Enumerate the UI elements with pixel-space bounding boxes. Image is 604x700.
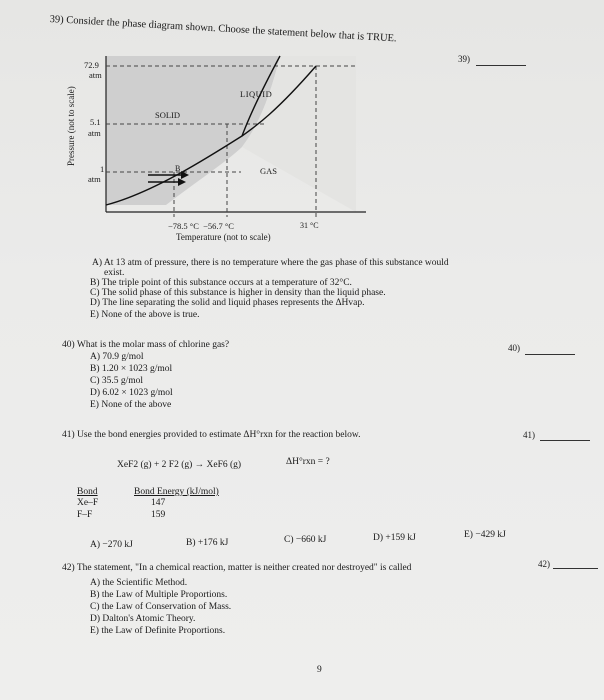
q42-choice-c: C) the Law of Conservation of Mass. <box>90 602 232 612</box>
bond-energy-header: Bond Energy (kJ/mol) <box>134 487 219 497</box>
p-low-value: 1 <box>100 164 105 174</box>
q41-reaction: XeF2 (g) + 2 F2 (g) → XeF6 (g) <box>117 460 242 470</box>
liquid-region-label: LIQUID <box>240 89 273 99</box>
p-mid-value: 5.1 <box>90 117 101 127</box>
q39-choice-b: B) The triple point of this substance occurs at a temperature of 32°C. <box>90 278 352 288</box>
temperature-labels: −78.5 °C −56.7 °C <box>168 221 234 231</box>
q42-answer-blank[interactable] <box>553 568 598 569</box>
p-low-unit: atm <box>88 174 101 184</box>
q39-answer-number: 39) <box>458 54 470 64</box>
q41-choice-d: D) +159 kJ <box>373 533 416 543</box>
point-b-label: B <box>175 164 181 173</box>
q42-answer-number: 42) <box>538 559 550 569</box>
q39-answer-blank[interactable] <box>476 65 526 66</box>
p-top-value: 72.9 <box>84 60 99 70</box>
q41-choice-a: A) −270 kJ <box>90 540 133 550</box>
q40-choice-d: D) 6.02 × 1023 g/mol <box>90 388 173 398</box>
bond-row-2-energy: 159 <box>151 510 166 520</box>
bond-row-1-bond: Xe–F <box>77 498 99 508</box>
q40-answer-number: 40) <box>508 343 520 353</box>
q41-choice-e: E) −429 kJ <box>464 530 506 540</box>
p-top-unit: atm <box>89 70 102 80</box>
q41-question: 41) Use the bond energies provided to estimate ΔH°rxn for the reaction below. <box>62 430 361 440</box>
y-axis-label: Pressure (not to scale) <box>66 86 76 166</box>
gas-region-label: GAS <box>260 166 278 176</box>
q39-choice-d: D) The line separating the solid and liquid phases represents the ΔHvap. <box>90 298 365 308</box>
q42-choice-e: E) the Law of Definite Proportions. <box>90 626 226 636</box>
q39-choice-a-cont: exist. <box>104 268 125 278</box>
q41-answer-number: 41) <box>523 430 535 440</box>
q41-choice-b: B) +176 kJ <box>186 538 229 548</box>
page-number: 9 <box>317 665 322 675</box>
q42-question: 42) The statement, "In a chemical reaction, matter is neither created nor destroyed" is called <box>62 563 412 573</box>
critical-temperature-label: 31 °C <box>300 221 319 230</box>
bond-row-2-bond: F–F <box>77 510 93 520</box>
q39-choice-e: E) None of the above is true. <box>90 310 200 320</box>
q42-choice-d: D) Dalton's Atomic Theory. <box>90 614 196 624</box>
q40-choice-b: B) 1.20 × 1023 g/mol <box>90 364 173 374</box>
q40-answer-blank[interactable] <box>525 354 575 355</box>
q39-choice-c: C) The solid phase of this substance is higher in density than the liquid phase. <box>90 288 386 298</box>
q40-choice-c: C) 35.5 g/mol <box>90 376 144 386</box>
bond-row-1-energy: 147 <box>151 498 166 508</box>
q42-choice-b: B) the Law of Multiple Proportions. <box>90 590 228 600</box>
q39-question: 39) Consider the phase diagram shown. Choose the statement below that is TRUE. <box>49 14 397 45</box>
x-axis-label: Temperature (not to scale) <box>176 232 271 242</box>
q41-delta-h: ΔH°rxn = ? <box>286 457 330 467</box>
q42-choice-a: A) the Scientific Method. <box>90 578 188 588</box>
solid-region-label: SOLID <box>155 110 181 120</box>
q41-choice-c: C) −660 kJ <box>284 535 327 545</box>
bond-header: Bond <box>77 487 98 497</box>
q40-question: 40) What is the molar mass of chlorine gas? <box>62 340 230 350</box>
q40-choice-e: E) None of the above <box>90 400 172 410</box>
p-mid-unit: atm <box>88 128 101 138</box>
q40-choice-a: A) 70.9 g/mol <box>90 352 144 362</box>
q41-answer-blank[interactable] <box>540 440 590 441</box>
q39-choice-a: A) At 13 atm of pressure, there is no temperature where the gas phase of this substance would <box>92 258 449 268</box>
